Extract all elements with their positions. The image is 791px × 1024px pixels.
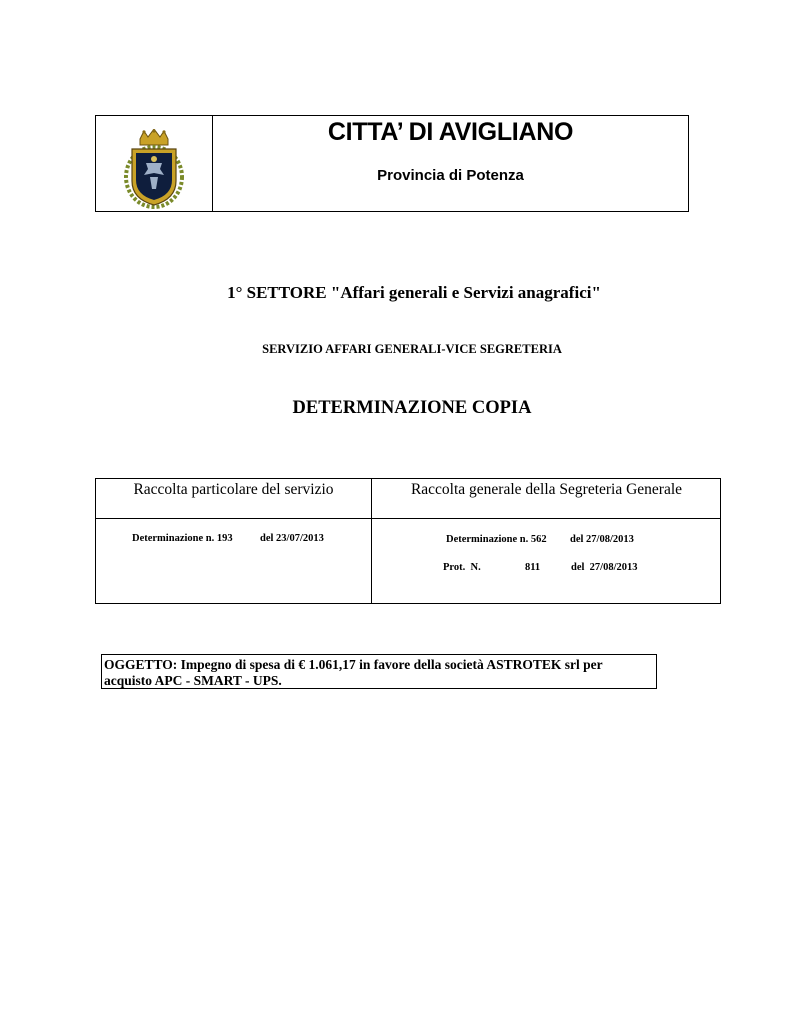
registry-right-header: Raccolta generale della Segreteria Generale	[410, 481, 683, 498]
province-name: Provincia di Potenza	[377, 167, 524, 184]
protocol-date: del 27/08/2013	[571, 562, 638, 573]
subject-box	[101, 654, 657, 689]
left-determination-date: del 23/07/2013	[260, 533, 324, 544]
sector-title: 1° SETTORE "Affari generali e Servizi anagrafici"	[227, 283, 601, 302]
left-determination-number: Determinazione n. 193	[132, 533, 233, 544]
protocol-label: Prot. N.	[443, 562, 481, 573]
city-crest-icon	[124, 129, 184, 209]
right-determination-number: Determinazione n. 562	[446, 534, 547, 545]
right-determination-date: del 27/08/2013	[570, 534, 634, 545]
protocol-number: 811	[525, 562, 541, 573]
subject-line-2: acquisto APC - SMART - UPS.	[104, 673, 282, 688]
document-type: DETERMINAZIONE COPIA	[292, 398, 532, 418]
subject-line-1: OGGETTO: Impegno di spesa di € 1.061,17 in favore della società ASTROTEK srl per	[104, 657, 603, 672]
registry-table	[95, 478, 721, 604]
table-horizontal-divider	[96, 518, 720, 519]
city-name: CITTA’ DI AVIGLIANO	[327, 118, 574, 146]
header-box	[95, 115, 689, 212]
service-title: SERVIZIO AFFARI GENERALI-VICE SEGRETERIA	[262, 342, 562, 356]
registry-left-header: Raccolta particolare del servizio	[133, 481, 334, 498]
